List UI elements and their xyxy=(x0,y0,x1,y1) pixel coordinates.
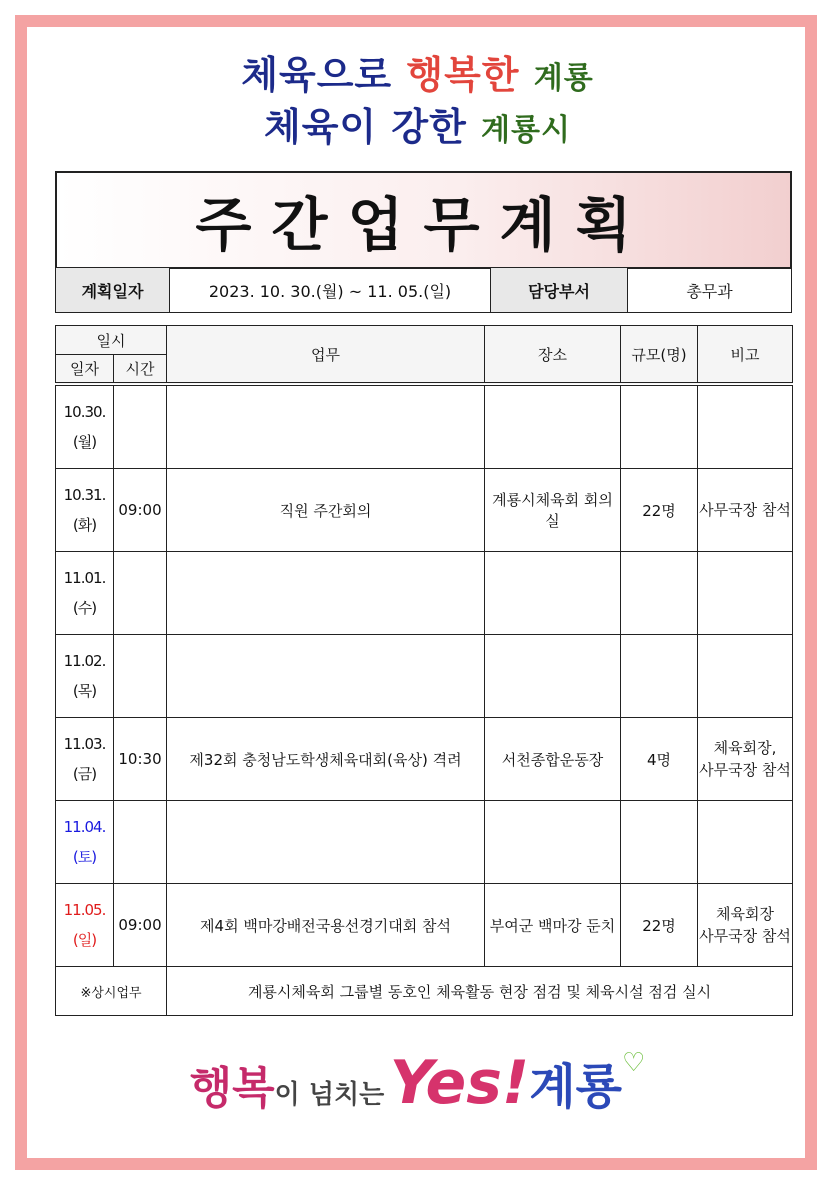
row-task: 직원 주간회의 xyxy=(167,469,485,552)
table-row xyxy=(56,884,793,967)
row-place xyxy=(485,384,621,469)
row-note xyxy=(698,552,793,635)
table-row xyxy=(56,469,793,552)
header-time: 시간 xyxy=(114,355,167,385)
row-note: 체육회장, 사무국장 참석 xyxy=(698,718,793,801)
footer-word-3: Yes! xyxy=(389,1048,530,1118)
table-row xyxy=(56,801,793,884)
title-box xyxy=(55,171,792,269)
row-task: 제4회 백마강배전국용선경기대회 참석 xyxy=(167,884,485,967)
row-time xyxy=(114,552,167,635)
table-row xyxy=(56,384,793,469)
footer-word-2: 이 넘치는 xyxy=(274,1080,385,1110)
row-date: 10.31. (화) xyxy=(56,469,114,552)
slogan-word-1: 체육으로 xyxy=(241,53,393,97)
row-date: 10.30. (월) xyxy=(56,384,114,469)
row-time xyxy=(114,384,167,469)
plan-date-label: 계획일자 xyxy=(56,268,170,313)
row-scale xyxy=(621,801,698,884)
header-scale: 규모(명) xyxy=(621,326,698,385)
info-table xyxy=(55,267,792,313)
row-time: 10:30 xyxy=(114,718,167,801)
row-task xyxy=(167,635,485,718)
page-title: 주간업무계획 xyxy=(195,191,652,259)
dept-label: 담당부서 xyxy=(491,268,628,313)
row-note: 사무국장 참석 xyxy=(698,469,793,552)
heart-icon: ♡ xyxy=(622,1048,646,1078)
footer-slogan xyxy=(0,1048,835,1118)
row-place xyxy=(485,801,621,884)
row-note: 체육회장 사무국장 참석 xyxy=(698,884,793,967)
row-place: 서천종합운동장 xyxy=(485,718,621,801)
row-note xyxy=(698,801,793,884)
header-note: 비고 xyxy=(698,326,793,385)
row-place xyxy=(485,552,621,635)
schedule-table xyxy=(55,325,793,1016)
always-task-label: ※상시업무 xyxy=(56,967,167,1016)
row-date: 11.02. (목) xyxy=(56,635,114,718)
footer-word-4: 계룡 xyxy=(529,1059,623,1115)
slogan-word-4: 체육이 강한 xyxy=(264,105,467,149)
table-row xyxy=(56,635,793,718)
row-note xyxy=(698,384,793,469)
slogan-word-2: 행복한 xyxy=(406,53,520,97)
row-place: 계룡시체육회 회의실 xyxy=(485,469,621,552)
row-date: 11.03. (금) xyxy=(56,718,114,801)
slogan-line-2 xyxy=(0,96,835,151)
always-task-row xyxy=(56,967,793,1016)
row-task xyxy=(167,801,485,884)
row-time: 09:00 xyxy=(114,884,167,967)
slogan-word-3: 계룡 xyxy=(533,61,594,96)
dept-value: 총무과 xyxy=(628,268,792,313)
row-date: 11.01. (수) xyxy=(56,552,114,635)
row-scale xyxy=(621,635,698,718)
row-note xyxy=(698,635,793,718)
header-date: 일자 xyxy=(56,355,114,385)
plan-date-value: 2023. 10. 30.(월) ~ 11. 05.(일) xyxy=(170,268,491,313)
row-time xyxy=(114,635,167,718)
row-scale xyxy=(621,384,698,469)
header-place: 장소 xyxy=(485,326,621,385)
header-datetime: 일시 xyxy=(56,326,167,355)
row-task xyxy=(167,552,485,635)
row-place: 부여군 백마강 둔치 xyxy=(485,884,621,967)
row-place xyxy=(485,635,621,718)
row-date-sunday: 11.05. (일) xyxy=(56,884,114,967)
row-date-saturday: 11.04. (토) xyxy=(56,801,114,884)
row-scale: 4명 xyxy=(621,718,698,801)
slogan-line-1 xyxy=(0,44,835,99)
row-time xyxy=(114,801,167,884)
header-task: 업무 xyxy=(167,326,485,385)
row-time: 09:00 xyxy=(114,469,167,552)
footer-word-1: 행복 xyxy=(189,1063,275,1114)
table-row xyxy=(56,718,793,801)
row-task xyxy=(167,384,485,469)
row-scale xyxy=(621,552,698,635)
always-task-text: 계룡시체육회 그룹별 동호인 체육활동 현장 점검 및 체육시설 점검 실시 xyxy=(167,967,793,1016)
table-row xyxy=(56,552,793,635)
slogan-word-5: 계룡시 xyxy=(481,113,571,148)
row-scale: 22명 xyxy=(621,469,698,552)
row-scale: 22명 xyxy=(621,884,698,967)
row-task: 제32회 충청남도학생체육대회(육상) 격려 xyxy=(167,718,485,801)
